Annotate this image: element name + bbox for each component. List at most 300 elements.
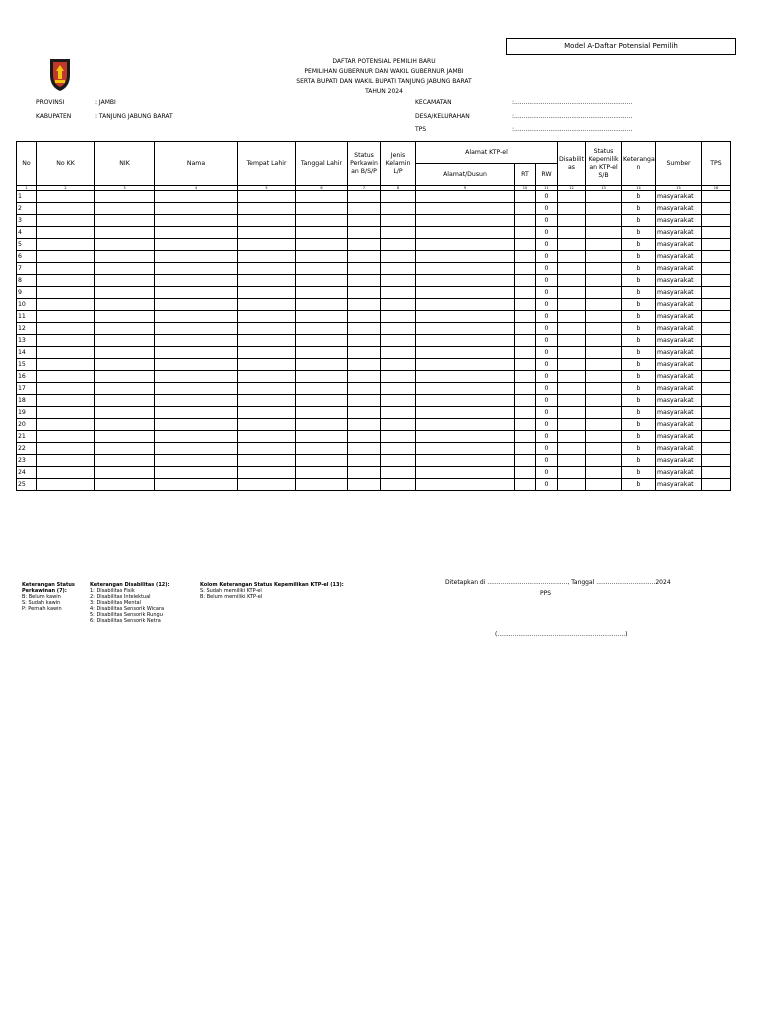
table-cell[interactable] [515, 419, 536, 431]
table-cell[interactable] [95, 467, 155, 479]
table-cell[interactable] [348, 191, 381, 203]
table-cell[interactable] [381, 347, 416, 359]
table-cell[interactable] [296, 371, 348, 383]
table-cell[interactable] [586, 443, 622, 455]
table-cell[interactable] [296, 275, 348, 287]
table-cell[interactable] [515, 251, 536, 263]
table-cell[interactable] [381, 263, 416, 275]
table-cell[interactable] [702, 311, 731, 323]
table-cell[interactable] [296, 443, 348, 455]
table-cell[interactable] [95, 203, 155, 215]
table-cell[interactable] [296, 263, 348, 275]
table-cell[interactable] [558, 467, 586, 479]
table-cell[interactable] [381, 191, 416, 203]
table-cell[interactable] [515, 455, 536, 467]
table-cell[interactable] [95, 287, 155, 299]
keterangan-cell[interactable]: b [622, 371, 656, 383]
table-cell[interactable] [558, 251, 586, 263]
table-cell[interactable] [515, 479, 536, 491]
table-cell[interactable] [37, 419, 95, 431]
table-cell[interactable] [586, 467, 622, 479]
table-cell[interactable] [37, 251, 95, 263]
table-cell[interactable] [95, 335, 155, 347]
table-cell[interactable] [702, 299, 731, 311]
rw-cell[interactable]: 0 [536, 407, 558, 419]
table-cell[interactable] [155, 431, 238, 443]
table-cell[interactable] [558, 191, 586, 203]
keterangan-cell[interactable]: b [622, 407, 656, 419]
table-cell[interactable] [348, 239, 381, 251]
table-cell[interactable] [586, 263, 622, 275]
table-cell[interactable] [296, 227, 348, 239]
table-cell[interactable] [558, 431, 586, 443]
table-cell[interactable] [348, 227, 381, 239]
table-cell[interactable] [296, 251, 348, 263]
table-cell[interactable] [515, 371, 536, 383]
table-cell[interactable] [558, 215, 586, 227]
table-cell[interactable] [416, 395, 515, 407]
table-cell[interactable] [238, 371, 296, 383]
table-cell[interactable] [348, 263, 381, 275]
keterangan-cell[interactable]: b [622, 323, 656, 335]
sumber-cell[interactable]: masyarakat [656, 347, 702, 359]
table-cell[interactable] [95, 251, 155, 263]
table-cell[interactable] [515, 311, 536, 323]
table-cell[interactable] [558, 323, 586, 335]
table-cell[interactable] [95, 215, 155, 227]
table-cell[interactable] [155, 287, 238, 299]
table-cell[interactable] [586, 359, 622, 371]
table-cell[interactable] [586, 299, 622, 311]
table-cell[interactable] [37, 323, 95, 335]
table-cell[interactable] [95, 395, 155, 407]
table-cell[interactable] [155, 227, 238, 239]
table-cell[interactable] [37, 335, 95, 347]
table-cell[interactable] [702, 431, 731, 443]
table-cell[interactable] [558, 275, 586, 287]
table-cell[interactable] [348, 323, 381, 335]
table-cell[interactable] [586, 419, 622, 431]
table-cell[interactable] [155, 275, 238, 287]
keterangan-cell[interactable]: b [622, 263, 656, 275]
table-cell[interactable] [515, 443, 536, 455]
table-cell[interactable] [296, 419, 348, 431]
sumber-cell[interactable]: masyarakat [656, 203, 702, 215]
sumber-cell[interactable]: masyarakat [656, 191, 702, 203]
table-cell[interactable] [381, 395, 416, 407]
table-cell[interactable] [586, 431, 622, 443]
rw-cell[interactable]: 0 [536, 335, 558, 347]
table-cell[interactable] [586, 371, 622, 383]
table-cell[interactable] [586, 227, 622, 239]
keterangan-cell[interactable]: b [622, 419, 656, 431]
table-cell[interactable] [155, 371, 238, 383]
table-cell[interactable] [155, 419, 238, 431]
table-cell[interactable] [416, 383, 515, 395]
table-cell[interactable] [702, 227, 731, 239]
table-cell[interactable] [416, 359, 515, 371]
table-cell[interactable] [155, 203, 238, 215]
table-cell[interactable] [381, 215, 416, 227]
table-cell[interactable] [416, 443, 515, 455]
table-cell[interactable] [238, 299, 296, 311]
table-cell[interactable] [238, 323, 296, 335]
keterangan-cell[interactable]: b [622, 215, 656, 227]
table-cell[interactable] [95, 299, 155, 311]
table-cell[interactable] [381, 323, 416, 335]
rw-cell[interactable]: 0 [536, 359, 558, 371]
rw-cell[interactable]: 0 [536, 323, 558, 335]
table-cell[interactable] [238, 395, 296, 407]
table-cell[interactable] [155, 455, 238, 467]
table-cell[interactable] [348, 479, 381, 491]
table-cell[interactable] [702, 275, 731, 287]
table-cell[interactable] [515, 215, 536, 227]
table-cell[interactable] [348, 335, 381, 347]
table-cell[interactable] [515, 275, 536, 287]
table-cell[interactable] [586, 275, 622, 287]
table-cell[interactable] [381, 455, 416, 467]
table-cell[interactable] [95, 311, 155, 323]
table-cell[interactable] [702, 323, 731, 335]
table-cell[interactable] [586, 215, 622, 227]
table-cell[interactable] [416, 455, 515, 467]
rw-cell[interactable]: 0 [536, 467, 558, 479]
keterangan-cell[interactable]: b [622, 347, 656, 359]
table-cell[interactable] [702, 479, 731, 491]
table-cell[interactable] [416, 227, 515, 239]
table-cell[interactable] [155, 407, 238, 419]
keterangan-cell[interactable]: b [622, 455, 656, 467]
table-cell[interactable] [348, 215, 381, 227]
table-cell[interactable] [515, 263, 536, 275]
table-cell[interactable] [586, 203, 622, 215]
table-cell[interactable] [515, 191, 536, 203]
table-cell[interactable] [586, 395, 622, 407]
sumber-cell[interactable]: masyarakat [656, 287, 702, 299]
table-cell[interactable] [558, 359, 586, 371]
table-cell[interactable] [155, 335, 238, 347]
table-cell[interactable] [348, 455, 381, 467]
table-cell[interactable] [558, 287, 586, 299]
table-cell[interactable] [416, 215, 515, 227]
keterangan-cell[interactable]: b [622, 479, 656, 491]
table-cell[interactable] [381, 275, 416, 287]
table-cell[interactable] [558, 419, 586, 431]
sumber-cell[interactable]: masyarakat [656, 359, 702, 371]
table-cell[interactable] [416, 311, 515, 323]
table-cell[interactable] [381, 443, 416, 455]
table-cell[interactable] [558, 227, 586, 239]
table-cell[interactable] [348, 347, 381, 359]
table-cell[interactable] [155, 347, 238, 359]
table-cell[interactable] [296, 479, 348, 491]
table-cell[interactable] [515, 323, 536, 335]
table-cell[interactable] [348, 383, 381, 395]
table-cell[interactable] [37, 407, 95, 419]
table-cell[interactable] [416, 239, 515, 251]
table-cell[interactable] [416, 263, 515, 275]
table-cell[interactable] [95, 359, 155, 371]
table-cell[interactable] [416, 251, 515, 263]
table-cell[interactable] [348, 299, 381, 311]
table-cell[interactable] [702, 407, 731, 419]
table-cell[interactable] [381, 335, 416, 347]
table-cell[interactable] [37, 227, 95, 239]
table-cell[interactable] [381, 227, 416, 239]
table-cell[interactable] [95, 407, 155, 419]
table-cell[interactable] [95, 347, 155, 359]
table-cell[interactable] [558, 443, 586, 455]
table-cell[interactable] [95, 383, 155, 395]
table-cell[interactable] [702, 287, 731, 299]
sumber-cell[interactable]: masyarakat [656, 263, 702, 275]
table-cell[interactable] [238, 215, 296, 227]
table-cell[interactable] [348, 467, 381, 479]
table-cell[interactable] [702, 191, 731, 203]
table-cell[interactable] [296, 359, 348, 371]
table-cell[interactable] [515, 347, 536, 359]
table-cell[interactable] [95, 455, 155, 467]
table-cell[interactable] [37, 287, 95, 299]
table-cell[interactable] [95, 443, 155, 455]
table-cell[interactable] [381, 407, 416, 419]
sumber-cell[interactable]: masyarakat [656, 467, 702, 479]
keterangan-cell[interactable]: b [622, 395, 656, 407]
table-cell[interactable] [702, 443, 731, 455]
table-cell[interactable] [416, 419, 515, 431]
table-cell[interactable] [416, 299, 515, 311]
keterangan-cell[interactable]: b [622, 431, 656, 443]
keterangan-cell[interactable]: b [622, 467, 656, 479]
keterangan-cell[interactable]: b [622, 275, 656, 287]
table-cell[interactable] [586, 383, 622, 395]
keterangan-cell[interactable]: b [622, 359, 656, 371]
table-cell[interactable] [37, 203, 95, 215]
keterangan-cell[interactable]: b [622, 383, 656, 395]
keterangan-cell[interactable]: b [622, 299, 656, 311]
table-cell[interactable] [515, 299, 536, 311]
table-cell[interactable] [416, 467, 515, 479]
table-cell[interactable] [296, 455, 348, 467]
rw-cell[interactable]: 0 [536, 191, 558, 203]
table-cell[interactable] [558, 395, 586, 407]
table-cell[interactable] [155, 239, 238, 251]
table-cell[interactable] [238, 191, 296, 203]
table-cell[interactable] [381, 251, 416, 263]
table-cell[interactable] [238, 227, 296, 239]
table-cell[interactable] [238, 287, 296, 299]
table-cell[interactable] [238, 347, 296, 359]
table-cell[interactable] [702, 263, 731, 275]
table-cell[interactable] [155, 191, 238, 203]
table-cell[interactable] [238, 275, 296, 287]
keterangan-cell[interactable]: b [622, 311, 656, 323]
rw-cell[interactable]: 0 [536, 419, 558, 431]
table-cell[interactable] [37, 431, 95, 443]
table-cell[interactable] [37, 371, 95, 383]
table-cell[interactable] [702, 383, 731, 395]
rw-cell[interactable]: 0 [536, 371, 558, 383]
table-cell[interactable] [381, 203, 416, 215]
table-cell[interactable] [702, 371, 731, 383]
table-cell[interactable] [238, 263, 296, 275]
rw-cell[interactable]: 0 [536, 383, 558, 395]
table-cell[interactable] [515, 239, 536, 251]
sumber-cell[interactable]: masyarakat [656, 323, 702, 335]
table-cell[interactable] [702, 359, 731, 371]
rw-cell[interactable]: 0 [536, 287, 558, 299]
table-cell[interactable] [586, 287, 622, 299]
rw-cell[interactable]: 0 [536, 203, 558, 215]
table-cell[interactable] [702, 215, 731, 227]
table-cell[interactable] [238, 467, 296, 479]
rw-cell[interactable]: 0 [536, 227, 558, 239]
table-cell[interactable] [296, 383, 348, 395]
table-cell[interactable] [515, 287, 536, 299]
table-cell[interactable] [586, 311, 622, 323]
table-cell[interactable] [381, 467, 416, 479]
table-cell[interactable] [558, 299, 586, 311]
rw-cell[interactable]: 0 [536, 443, 558, 455]
sumber-cell[interactable]: masyarakat [656, 479, 702, 491]
table-cell[interactable] [95, 419, 155, 431]
table-cell[interactable] [348, 311, 381, 323]
table-cell[interactable] [155, 251, 238, 263]
table-cell[interactable] [586, 335, 622, 347]
table-cell[interactable] [296, 311, 348, 323]
table-cell[interactable] [558, 335, 586, 347]
table-cell[interactable] [37, 467, 95, 479]
keterangan-cell[interactable]: b [622, 287, 656, 299]
sumber-cell[interactable]: masyarakat [656, 395, 702, 407]
table-cell[interactable] [296, 191, 348, 203]
table-cell[interactable] [586, 479, 622, 491]
table-cell[interactable] [586, 455, 622, 467]
table-cell[interactable] [155, 215, 238, 227]
keterangan-cell[interactable]: b [622, 251, 656, 263]
table-cell[interactable] [238, 419, 296, 431]
table-cell[interactable] [238, 455, 296, 467]
table-cell[interactable] [296, 323, 348, 335]
sumber-cell[interactable]: masyarakat [656, 431, 702, 443]
table-cell[interactable] [296, 203, 348, 215]
table-cell[interactable] [37, 299, 95, 311]
table-cell[interactable] [296, 467, 348, 479]
table-cell[interactable] [155, 299, 238, 311]
table-cell[interactable] [37, 395, 95, 407]
table-cell[interactable] [558, 263, 586, 275]
rw-cell[interactable]: 0 [536, 251, 558, 263]
table-cell[interactable] [155, 383, 238, 395]
table-cell[interactable] [155, 311, 238, 323]
rw-cell[interactable]: 0 [536, 215, 558, 227]
table-cell[interactable] [416, 371, 515, 383]
table-cell[interactable] [558, 239, 586, 251]
rw-cell[interactable]: 0 [536, 275, 558, 287]
rw-cell[interactable]: 0 [536, 299, 558, 311]
table-cell[interactable] [381, 311, 416, 323]
table-cell[interactable] [416, 203, 515, 215]
table-cell[interactable] [416, 275, 515, 287]
table-cell[interactable] [37, 359, 95, 371]
table-cell[interactable] [95, 431, 155, 443]
table-cell[interactable] [238, 203, 296, 215]
table-cell[interactable] [238, 251, 296, 263]
table-cell[interactable] [515, 467, 536, 479]
table-cell[interactable] [37, 383, 95, 395]
table-cell[interactable] [515, 359, 536, 371]
table-cell[interactable] [238, 383, 296, 395]
table-cell[interactable] [155, 479, 238, 491]
table-cell[interactable] [348, 287, 381, 299]
table-cell[interactable] [37, 263, 95, 275]
table-cell[interactable] [416, 347, 515, 359]
table-cell[interactable] [586, 251, 622, 263]
table-cell[interactable] [95, 275, 155, 287]
table-cell[interactable] [348, 419, 381, 431]
rw-cell[interactable]: 0 [536, 347, 558, 359]
rw-cell[interactable]: 0 [536, 239, 558, 251]
table-cell[interactable] [515, 431, 536, 443]
table-cell[interactable] [37, 275, 95, 287]
table-cell[interactable] [95, 263, 155, 275]
table-cell[interactable] [515, 383, 536, 395]
sumber-cell[interactable]: masyarakat [656, 443, 702, 455]
sumber-cell[interactable]: masyarakat [656, 215, 702, 227]
table-cell[interactable] [238, 239, 296, 251]
keterangan-cell[interactable]: b [622, 203, 656, 215]
table-cell[interactable] [296, 299, 348, 311]
table-cell[interactable] [296, 287, 348, 299]
table-cell[interactable] [348, 359, 381, 371]
table-cell[interactable] [238, 359, 296, 371]
table-cell[interactable] [702, 467, 731, 479]
sumber-cell[interactable]: masyarakat [656, 383, 702, 395]
rw-cell[interactable]: 0 [536, 263, 558, 275]
table-cell[interactable] [558, 455, 586, 467]
rw-cell[interactable]: 0 [536, 311, 558, 323]
table-cell[interactable] [515, 203, 536, 215]
table-cell[interactable] [381, 431, 416, 443]
table-cell[interactable] [381, 359, 416, 371]
table-cell[interactable] [702, 455, 731, 467]
sumber-cell[interactable]: masyarakat [656, 275, 702, 287]
table-cell[interactable] [416, 287, 515, 299]
table-cell[interactable] [515, 407, 536, 419]
table-cell[interactable] [515, 335, 536, 347]
keterangan-cell[interactable]: b [622, 239, 656, 251]
table-cell[interactable] [37, 191, 95, 203]
table-cell[interactable] [37, 479, 95, 491]
table-cell[interactable] [558, 371, 586, 383]
table-cell[interactable] [381, 419, 416, 431]
table-cell[interactable] [95, 227, 155, 239]
table-cell[interactable] [95, 371, 155, 383]
table-cell[interactable] [558, 311, 586, 323]
table-cell[interactable] [416, 431, 515, 443]
table-cell[interactable] [702, 395, 731, 407]
rw-cell[interactable]: 0 [536, 395, 558, 407]
table-cell[interactable] [515, 227, 536, 239]
sumber-cell[interactable]: masyarakat [656, 251, 702, 263]
table-cell[interactable] [296, 347, 348, 359]
table-cell[interactable] [37, 215, 95, 227]
table-cell[interactable] [95, 323, 155, 335]
table-cell[interactable] [586, 407, 622, 419]
table-cell[interactable] [348, 407, 381, 419]
keterangan-cell[interactable]: b [622, 443, 656, 455]
